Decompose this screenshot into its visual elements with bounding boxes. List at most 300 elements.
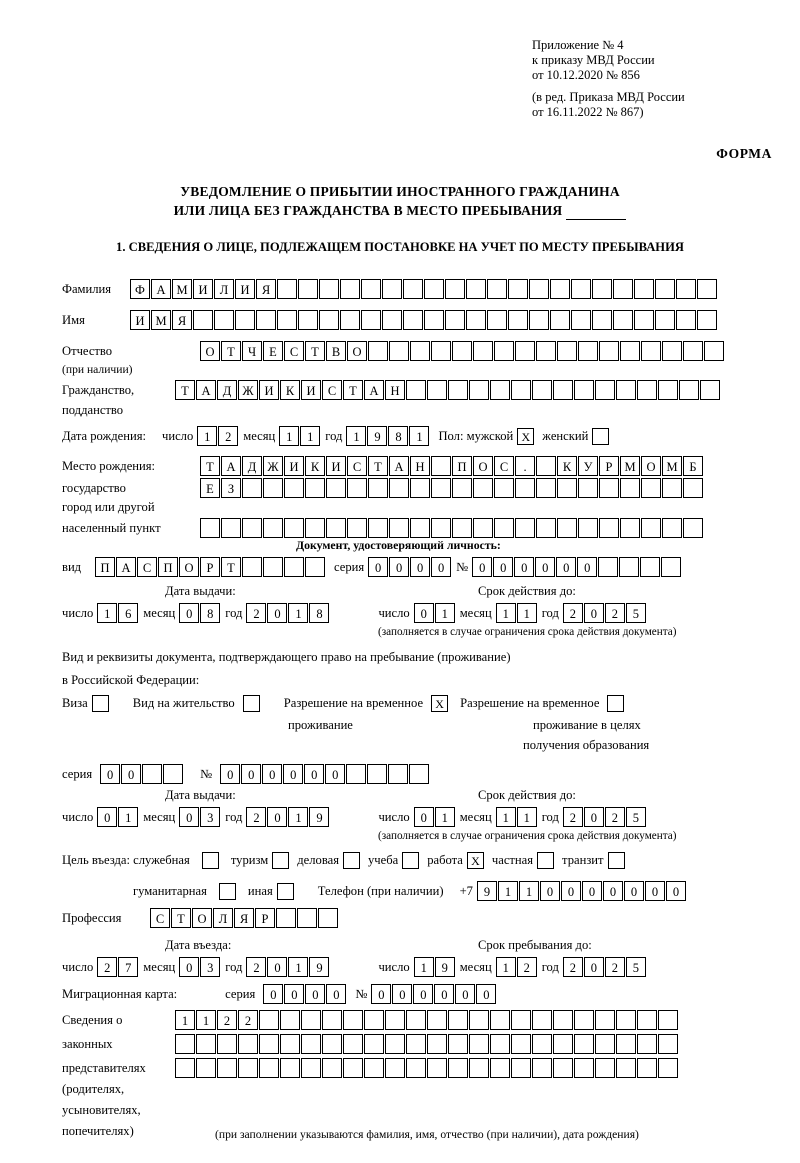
- residence-checkbox[interactable]: [243, 695, 260, 712]
- citizenship-cell[interactable]: А: [196, 380, 216, 400]
- entry-month-cell[interactable]: 0: [179, 957, 199, 977]
- legal-r1-cell[interactable]: [553, 1010, 573, 1030]
- legal-r2-cell[interactable]: [658, 1034, 678, 1054]
- doc-valid-year-cell[interactable]: 2: [563, 603, 583, 623]
- citizenship-cell[interactable]: [595, 380, 615, 400]
- citizenship-cell[interactable]: Т: [343, 380, 363, 400]
- permit-number-cell[interactable]: [346, 764, 366, 784]
- legal-r1-cell[interactable]: [448, 1010, 468, 1030]
- birthplace-r2-cell[interactable]: [452, 478, 472, 498]
- birth-year-cell[interactable]: 1: [409, 426, 429, 446]
- birthplace-r3-cell[interactable]: [284, 518, 304, 538]
- permit-valid-year-cell[interactable]: 5: [626, 807, 646, 827]
- patronymic-cell[interactable]: [578, 341, 598, 361]
- legal-r3-cell[interactable]: [364, 1058, 384, 1078]
- name-cell[interactable]: [592, 310, 612, 330]
- citizenship-cell[interactable]: К: [280, 380, 300, 400]
- birthplace-r2-cell[interactable]: [494, 478, 514, 498]
- birthplace-r1-cell[interactable]: Т: [368, 456, 388, 476]
- doc-issue-year-boxes[interactable]: [246, 603, 330, 623]
- migration-number-boxes[interactable]: [371, 984, 497, 1004]
- stay-year-cell[interactable]: 5: [626, 957, 646, 977]
- doc-valid-day-cell[interactable]: 1: [435, 603, 455, 623]
- surname-cell[interactable]: [277, 279, 297, 299]
- birthplace-r1-cell[interactable]: [536, 456, 556, 476]
- surname-cell[interactable]: И: [193, 279, 213, 299]
- legal-r3-cell[interactable]: [406, 1058, 426, 1078]
- patronymic-cell[interactable]: Т: [305, 341, 325, 361]
- surname-cell[interactable]: Я: [256, 279, 276, 299]
- birthplace-r1-cell[interactable]: Н: [410, 456, 430, 476]
- surname-cell[interactable]: И: [235, 279, 255, 299]
- permit-number-cell[interactable]: 0: [241, 764, 261, 784]
- legal-r3-cell[interactable]: [595, 1058, 615, 1078]
- permit-number-cell[interactable]: 0: [325, 764, 345, 784]
- citizenship-cell[interactable]: Н: [385, 380, 405, 400]
- phone-cell[interactable]: 0: [540, 881, 560, 901]
- legal-r2-cell[interactable]: [238, 1034, 258, 1054]
- citizenship-cell[interactable]: [532, 380, 552, 400]
- doc-issue-day-boxes[interactable]: [97, 603, 139, 623]
- legal-r1-cell[interactable]: [490, 1010, 510, 1030]
- legal-r1-cell[interactable]: 1: [196, 1010, 216, 1030]
- birth-day-cell[interactable]: 2: [218, 426, 238, 446]
- doc-valid-day-boxes[interactable]: [414, 603, 456, 623]
- phone-cell[interactable]: 0: [561, 881, 581, 901]
- legal-r1-cell[interactable]: [406, 1010, 426, 1030]
- profession-cell[interactable]: Т: [171, 908, 191, 928]
- permit-series-cell[interactable]: [163, 764, 183, 784]
- entry-year-cell[interactable]: 2: [246, 957, 266, 977]
- permit-valid-month-cell[interactable]: 1: [496, 807, 516, 827]
- birthplace-r3-cell[interactable]: [620, 518, 640, 538]
- permit-number-cell[interactable]: 0: [304, 764, 324, 784]
- name-boxes[interactable]: [130, 310, 718, 330]
- birthplace-r3-cell[interactable]: [431, 518, 451, 538]
- citizenship-cell[interactable]: Д: [217, 380, 237, 400]
- birth-year-cell[interactable]: 9: [367, 426, 387, 446]
- permit-issue-year-cell[interactable]: 1: [288, 807, 308, 827]
- phone-cell[interactable]: 9: [477, 881, 497, 901]
- surname-cell[interactable]: [571, 279, 591, 299]
- doc-number-cell[interactable]: 0: [472, 557, 492, 577]
- patronymic-cell[interactable]: Е: [263, 341, 283, 361]
- patronymic-cell[interactable]: [389, 341, 409, 361]
- birthplace-r3-cell[interactable]: [200, 518, 220, 538]
- permit-series-cell[interactable]: 0: [100, 764, 120, 784]
- surname-cell[interactable]: [508, 279, 528, 299]
- purpose-work-checkbox[interactable]: X: [467, 852, 484, 869]
- doc-series-cell[interactable]: 0: [389, 557, 409, 577]
- patronymic-cell[interactable]: [452, 341, 472, 361]
- visa-checkbox[interactable]: [92, 695, 109, 712]
- profession-cell[interactable]: Р: [255, 908, 275, 928]
- citizenship-cell[interactable]: [553, 380, 573, 400]
- entry-year-cell[interactable]: 1: [288, 957, 308, 977]
- legal-r2-cell[interactable]: [595, 1034, 615, 1054]
- patronymic-cell[interactable]: [641, 341, 661, 361]
- birthplace-r2-cell[interactable]: [599, 478, 619, 498]
- birthplace-r3-cell[interactable]: [452, 518, 472, 538]
- patronymic-cell[interactable]: [704, 341, 724, 361]
- birthplace-r1-cell[interactable]: С: [347, 456, 367, 476]
- doc-issue-year-cell[interactable]: 8: [309, 603, 329, 623]
- patronymic-cell[interactable]: [557, 341, 577, 361]
- legal-r3-cell[interactable]: [175, 1058, 195, 1078]
- patronymic-cell[interactable]: [599, 341, 619, 361]
- birthplace-r2-cell[interactable]: [389, 478, 409, 498]
- mig-number-cell[interactable]: 0: [413, 984, 433, 1004]
- permit-valid-month-cell[interactable]: 1: [517, 807, 537, 827]
- surname-cell[interactable]: [592, 279, 612, 299]
- name-cell[interactable]: [256, 310, 276, 330]
- name-cell[interactable]: [214, 310, 234, 330]
- legal-r2-cell[interactable]: [196, 1034, 216, 1054]
- surname-cell[interactable]: [382, 279, 402, 299]
- entry-day-boxes[interactable]: [97, 957, 139, 977]
- birthplace-r2-cell[interactable]: [578, 478, 598, 498]
- name-cell[interactable]: [487, 310, 507, 330]
- legal-r2-cell[interactable]: [280, 1034, 300, 1054]
- doc-valid-day-cell[interactable]: 0: [414, 603, 434, 623]
- patronymic-cell[interactable]: Ч: [242, 341, 262, 361]
- permit-series-cell[interactable]: [142, 764, 162, 784]
- legal-r1-cell[interactable]: [616, 1010, 636, 1030]
- legal-r3-cell[interactable]: [490, 1058, 510, 1078]
- mig-number-cell[interactable]: 0: [434, 984, 454, 1004]
- name-cell[interactable]: [193, 310, 213, 330]
- legal-r3-cell[interactable]: [343, 1058, 363, 1078]
- birthplace-r1-cell[interactable]: О: [641, 456, 661, 476]
- birthplace-r3-cell[interactable]: [368, 518, 388, 538]
- name-cell[interactable]: [319, 310, 339, 330]
- birthplace-r2-cell[interactable]: [368, 478, 388, 498]
- stay-day-cell[interactable]: 1: [414, 957, 434, 977]
- doc-kind-cell[interactable]: А: [116, 557, 136, 577]
- legal-r1-cell[interactable]: [322, 1010, 342, 1030]
- birthplace-r1-cell[interactable]: К: [557, 456, 577, 476]
- permit-number-cell[interactable]: [367, 764, 387, 784]
- permit-valid-year-boxes[interactable]: [563, 807, 647, 827]
- name-cell[interactable]: [697, 310, 717, 330]
- birthplace-r1-cell[interactable]: С: [494, 456, 514, 476]
- phone-cell[interactable]: 0: [582, 881, 602, 901]
- name-cell[interactable]: [403, 310, 423, 330]
- legal-r2-cell[interactable]: [259, 1034, 279, 1054]
- birthplace-r2-cell[interactable]: [473, 478, 493, 498]
- purpose-tourism-checkbox[interactable]: [272, 852, 289, 869]
- surname-cell[interactable]: [298, 279, 318, 299]
- legal-r1-cell[interactable]: 2: [217, 1010, 237, 1030]
- entry-year-cell[interactable]: 9: [309, 957, 329, 977]
- name-cell[interactable]: [466, 310, 486, 330]
- permit-issue-day-cell[interactable]: 0: [97, 807, 117, 827]
- permit-valid-year-cell[interactable]: 0: [584, 807, 604, 827]
- patronymic-cell[interactable]: Т: [221, 341, 241, 361]
- permit-series-cell[interactable]: 0: [121, 764, 141, 784]
- profession-cell[interactable]: С: [150, 908, 170, 928]
- legal-r2-cell[interactable]: [364, 1034, 384, 1054]
- birth-day-boxes[interactable]: [197, 426, 239, 446]
- citizenship-cell[interactable]: [448, 380, 468, 400]
- purpose-private-checkbox[interactable]: [537, 852, 554, 869]
- birth-year-boxes[interactable]: [346, 426, 430, 446]
- doc-issue-year-cell[interactable]: 1: [288, 603, 308, 623]
- citizenship-cell[interactable]: [574, 380, 594, 400]
- birthplace-r1-cell[interactable]: М: [662, 456, 682, 476]
- patronymic-cell[interactable]: [368, 341, 388, 361]
- name-cell[interactable]: М: [151, 310, 171, 330]
- doc-series-cell[interactable]: 0: [431, 557, 451, 577]
- birthplace-r1-cell[interactable]: П: [452, 456, 472, 476]
- permit-issue-year-cell[interactable]: 2: [246, 807, 266, 827]
- permit-valid-day-boxes[interactable]: [414, 807, 456, 827]
- legal-r2-cell[interactable]: [553, 1034, 573, 1054]
- birthplace-r3-cell[interactable]: [515, 518, 535, 538]
- doc-issue-month-cell[interactable]: 8: [200, 603, 220, 623]
- doc-kind-boxes[interactable]: [95, 557, 326, 577]
- legal-r3-cell[interactable]: [511, 1058, 531, 1078]
- temp-residence-checkbox[interactable]: X: [431, 695, 448, 712]
- sex-female-checkbox[interactable]: [592, 428, 609, 445]
- legal-r2-cell[interactable]: [616, 1034, 636, 1054]
- patronymic-cell[interactable]: С: [284, 341, 304, 361]
- birth-month-cell[interactable]: 1: [300, 426, 320, 446]
- profession-cell[interactable]: Л: [213, 908, 233, 928]
- legal-r3-cell[interactable]: [385, 1058, 405, 1078]
- purpose-study-checkbox[interactable]: [402, 852, 419, 869]
- birthplace-r3-cell[interactable]: [536, 518, 556, 538]
- birthplace-r3-cell[interactable]: [662, 518, 682, 538]
- doc-number-cell[interactable]: [661, 557, 681, 577]
- name-cell[interactable]: И: [130, 310, 150, 330]
- legal-r1-cell[interactable]: [343, 1010, 363, 1030]
- legal-r2-cell[interactable]: [343, 1034, 363, 1054]
- stay-day-boxes[interactable]: [414, 957, 456, 977]
- citizenship-cell[interactable]: [679, 380, 699, 400]
- mig-number-cell[interactable]: 0: [455, 984, 475, 1004]
- entry-day-cell[interactable]: 2: [97, 957, 117, 977]
- legal-reps-boxes-1[interactable]: [175, 1010, 679, 1030]
- citizenship-cell[interactable]: Т: [175, 380, 195, 400]
- mig-series-cell[interactable]: 0: [326, 984, 346, 1004]
- birthplace-r3-cell[interactable]: [557, 518, 577, 538]
- doc-number-cell[interactable]: [640, 557, 660, 577]
- name-cell[interactable]: [508, 310, 528, 330]
- name-cell[interactable]: [340, 310, 360, 330]
- legal-r3-cell[interactable]: [301, 1058, 321, 1078]
- patronymic-cell[interactable]: [620, 341, 640, 361]
- citizenship-boxes[interactable]: [175, 380, 721, 400]
- birthplace-r1-cell[interactable]: [431, 456, 451, 476]
- birthplace-r3-cell[interactable]: [221, 518, 241, 538]
- permit-valid-year-cell[interactable]: 2: [605, 807, 625, 827]
- birthplace-r3-cell[interactable]: [410, 518, 430, 538]
- legal-r3-cell[interactable]: [553, 1058, 573, 1078]
- name-cell[interactable]: [676, 310, 696, 330]
- stay-day-cell[interactable]: 9: [435, 957, 455, 977]
- birthplace-r2-cell[interactable]: Е: [200, 478, 220, 498]
- citizenship-cell[interactable]: [427, 380, 447, 400]
- name-cell[interactable]: [613, 310, 633, 330]
- patronymic-cell[interactable]: В: [326, 341, 346, 361]
- legal-r1-cell[interactable]: [301, 1010, 321, 1030]
- doc-number-cell[interactable]: 0: [577, 557, 597, 577]
- doc-issue-day-cell[interactable]: 6: [118, 603, 138, 623]
- birthplace-r1-cell[interactable]: Д: [242, 456, 262, 476]
- birthplace-r1-cell[interactable]: Р: [599, 456, 619, 476]
- legal-r3-cell[interactable]: [637, 1058, 657, 1078]
- permit-issue-month-boxes[interactable]: [179, 807, 221, 827]
- permit-valid-month-boxes[interactable]: [496, 807, 538, 827]
- permit-number-cell[interactable]: 0: [262, 764, 282, 784]
- doc-kind-cell[interactable]: П: [158, 557, 178, 577]
- citizenship-cell[interactable]: А: [364, 380, 384, 400]
- surname-cell[interactable]: [319, 279, 339, 299]
- birth-month-cell[interactable]: 1: [279, 426, 299, 446]
- name-cell[interactable]: [277, 310, 297, 330]
- patronymic-cell[interactable]: [431, 341, 451, 361]
- permit-valid-day-cell[interactable]: 0: [414, 807, 434, 827]
- patronymic-cell[interactable]: [536, 341, 556, 361]
- legal-r2-cell[interactable]: [406, 1034, 426, 1054]
- birthplace-r3-cell[interactable]: [242, 518, 262, 538]
- name-cell[interactable]: [634, 310, 654, 330]
- doc-number-cell[interactable]: [598, 557, 618, 577]
- legal-r1-cell[interactable]: [280, 1010, 300, 1030]
- doc-valid-month-cell[interactable]: 1: [496, 603, 516, 623]
- entry-month-boxes[interactable]: [179, 957, 221, 977]
- entry-month-cell[interactable]: 3: [200, 957, 220, 977]
- permit-valid-day-cell[interactable]: 1: [435, 807, 455, 827]
- doc-kind-cell[interactable]: Т: [221, 557, 241, 577]
- name-cell[interactable]: [298, 310, 318, 330]
- birthplace-r3-cell[interactable]: [263, 518, 283, 538]
- birthplace-r2-cell[interactable]: [536, 478, 556, 498]
- legal-r3-cell[interactable]: [238, 1058, 258, 1078]
- birth-year-cell[interactable]: 8: [388, 426, 408, 446]
- birthplace-r2-cell[interactable]: [641, 478, 661, 498]
- surname-cell[interactable]: М: [172, 279, 192, 299]
- phone-cell[interactable]: 1: [519, 881, 539, 901]
- profession-cell[interactable]: [297, 908, 317, 928]
- doc-kind-cell[interactable]: [305, 557, 325, 577]
- surname-cell[interactable]: А: [151, 279, 171, 299]
- surname-cell[interactable]: [676, 279, 696, 299]
- doc-valid-month-cell[interactable]: 1: [517, 603, 537, 623]
- permit-issue-year-cell[interactable]: 0: [267, 807, 287, 827]
- doc-valid-year-cell[interactable]: 2: [605, 603, 625, 623]
- phone-cell[interactable]: 0: [666, 881, 686, 901]
- patronymic-cell[interactable]: О: [200, 341, 220, 361]
- birthplace-r3-cell[interactable]: [641, 518, 661, 538]
- stay-year-cell[interactable]: 0: [584, 957, 604, 977]
- entry-year-cell[interactable]: 0: [267, 957, 287, 977]
- legal-r2-cell[interactable]: [574, 1034, 594, 1054]
- name-cell[interactable]: [529, 310, 549, 330]
- phone-cell[interactable]: 1: [498, 881, 518, 901]
- legal-r1-cell[interactable]: [364, 1010, 384, 1030]
- stay-year-cell[interactable]: 2: [605, 957, 625, 977]
- legal-r1-cell[interactable]: [658, 1010, 678, 1030]
- phone-cell[interactable]: 0: [603, 881, 623, 901]
- birthplace-r2-cell[interactable]: [683, 478, 703, 498]
- phone-cell[interactable]: 0: [624, 881, 644, 901]
- permit-number-boxes[interactable]: [220, 764, 430, 784]
- birthplace-state-boxes[interactable]: [200, 456, 704, 476]
- permit-issue-year-boxes[interactable]: [246, 807, 330, 827]
- birthplace-r1-cell[interactable]: Б: [683, 456, 703, 476]
- mig-series-cell[interactable]: 0: [284, 984, 304, 1004]
- permit-number-cell[interactable]: [409, 764, 429, 784]
- doc-number-cell[interactable]: 0: [493, 557, 513, 577]
- surname-cell[interactable]: Ф: [130, 279, 150, 299]
- legal-r2-cell[interactable]: [301, 1034, 321, 1054]
- mig-series-cell[interactable]: 0: [263, 984, 283, 1004]
- surname-cell[interactable]: [529, 279, 549, 299]
- doc-valid-year-cell[interactable]: 5: [626, 603, 646, 623]
- legal-r2-cell[interactable]: [490, 1034, 510, 1054]
- citizenship-cell[interactable]: С: [322, 380, 342, 400]
- permit-issue-month-cell[interactable]: 0: [179, 807, 199, 827]
- doc-issue-month-boxes[interactable]: [179, 603, 221, 623]
- permit-number-cell[interactable]: 0: [220, 764, 240, 784]
- legal-r3-cell[interactable]: [658, 1058, 678, 1078]
- legal-r1-cell[interactable]: [532, 1010, 552, 1030]
- profession-cell[interactable]: [318, 908, 338, 928]
- surname-cell[interactable]: [424, 279, 444, 299]
- legal-r2-cell[interactable]: [427, 1034, 447, 1054]
- profession-boxes[interactable]: [150, 908, 339, 928]
- birthplace-r2-cell[interactable]: [242, 478, 262, 498]
- birthplace-r2-cell[interactable]: [620, 478, 640, 498]
- legal-r3-cell[interactable]: [448, 1058, 468, 1078]
- permit-valid-year-cell[interactable]: 2: [563, 807, 583, 827]
- birthplace-r2-cell[interactable]: [326, 478, 346, 498]
- phone-boxes[interactable]: [477, 881, 687, 901]
- name-cell[interactable]: [655, 310, 675, 330]
- surname-cell[interactable]: [697, 279, 717, 299]
- legal-r1-cell[interactable]: [469, 1010, 489, 1030]
- permit-issue-day-cell[interactable]: 1: [118, 807, 138, 827]
- birthplace-r1-cell[interactable]: И: [284, 456, 304, 476]
- sex-male-checkbox[interactable]: X: [517, 428, 534, 445]
- legal-r1-cell[interactable]: [385, 1010, 405, 1030]
- profession-cell[interactable]: [276, 908, 296, 928]
- legal-r3-cell[interactable]: [574, 1058, 594, 1078]
- legal-r3-cell[interactable]: [616, 1058, 636, 1078]
- permit-issue-month-cell[interactable]: 3: [200, 807, 220, 827]
- citizenship-cell[interactable]: [469, 380, 489, 400]
- mig-number-cell[interactable]: 0: [476, 984, 496, 1004]
- purpose-transit-checkbox[interactable]: [608, 852, 625, 869]
- legal-r2-cell[interactable]: [469, 1034, 489, 1054]
- legal-r1-cell[interactable]: [637, 1010, 657, 1030]
- doc-kind-cell[interactable]: П: [95, 557, 115, 577]
- legal-r2-cell[interactable]: [175, 1034, 195, 1054]
- citizenship-cell[interactable]: Ж: [238, 380, 258, 400]
- doc-kind-cell[interactable]: [242, 557, 262, 577]
- name-cell[interactable]: [382, 310, 402, 330]
- legal-r2-cell[interactable]: [532, 1034, 552, 1054]
- doc-valid-year-cell[interactable]: 0: [584, 603, 604, 623]
- name-cell[interactable]: Я: [172, 310, 192, 330]
- birthplace-r1-cell[interactable]: М: [620, 456, 640, 476]
- legal-r3-cell[interactable]: [217, 1058, 237, 1078]
- birthplace-r2-cell[interactable]: З: [221, 478, 241, 498]
- name-cell[interactable]: [445, 310, 465, 330]
- birthplace-r3-cell[interactable]: [326, 518, 346, 538]
